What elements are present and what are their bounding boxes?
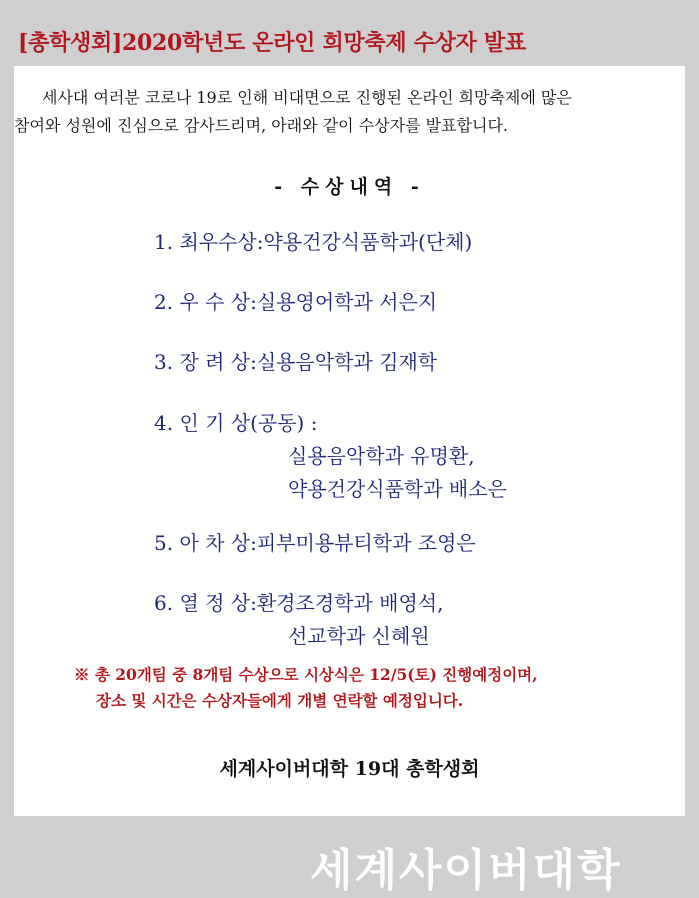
award-winner: 약용건강식품학과 배소은 bbox=[288, 477, 507, 501]
ceremony-notice bbox=[74, 662, 674, 714]
award-winner: 실용영어학과 서은지 bbox=[256, 290, 438, 314]
intro-line-2: 참여와 성원에 진심으로 감사드리며, 아래와 같이 수상자를 발표합니다. bbox=[14, 116, 508, 135]
award-item-passion bbox=[154, 587, 443, 653]
award-item-excellence bbox=[154, 286, 437, 315]
university-watermark: 세계사이버대학 bbox=[310, 845, 622, 896]
award-label: 1. 최우수상: bbox=[154, 230, 264, 254]
award-winner: 약용건강식품학과(단체) bbox=[263, 230, 473, 254]
intro-paragraph bbox=[14, 84, 685, 140]
notice-line-1: ※ 총 20개팀 중 8개팀 수상으로 시상식은 12/5(토) 진행예정이며, bbox=[74, 665, 538, 684]
award-winner: 실용음악학과 김재학 bbox=[256, 350, 438, 374]
award-label: 4. 인 기 상(공동) : bbox=[154, 411, 318, 435]
award-winner: 선교학과 신혜원 bbox=[288, 624, 430, 648]
page-title: [총학생회]2020학년도 온라인 희망축제 수상자 발표 bbox=[18, 30, 526, 56]
award-label: 5. 아 차 상: bbox=[154, 531, 257, 555]
award-winner: 피부미용뷰티학과 조영은 bbox=[256, 531, 476, 555]
section-title: - 수상내역 - bbox=[274, 176, 425, 198]
signature: 세계사이버대학 19대 총학생회 bbox=[219, 758, 480, 780]
header-bar bbox=[0, 0, 699, 66]
intro-line-1: 세사대 여러분 코로나 19로 인해 비대면으로 진행된 온라인 희망축제에 많은 bbox=[42, 88, 572, 107]
award-label: 2. 우 수 상: bbox=[154, 290, 257, 314]
award-label: 6. 열 정 상: bbox=[154, 591, 257, 615]
award-item-popularity bbox=[154, 407, 507, 506]
announcement-card bbox=[14, 66, 685, 816]
award-item-grand bbox=[154, 226, 472, 255]
award-winner: 실용음악학과 유명환, bbox=[288, 444, 475, 468]
award-item-encouragement bbox=[154, 346, 437, 375]
notice-line-2: 장소 및 시간은 수상자들에게 개별 연락할 예정입니다. bbox=[96, 691, 464, 710]
award-label: 3. 장 려 상: bbox=[154, 350, 257, 374]
award-winner: 환경조경학과 배영석, bbox=[256, 591, 444, 615]
award-item-runner-up bbox=[154, 527, 476, 556]
